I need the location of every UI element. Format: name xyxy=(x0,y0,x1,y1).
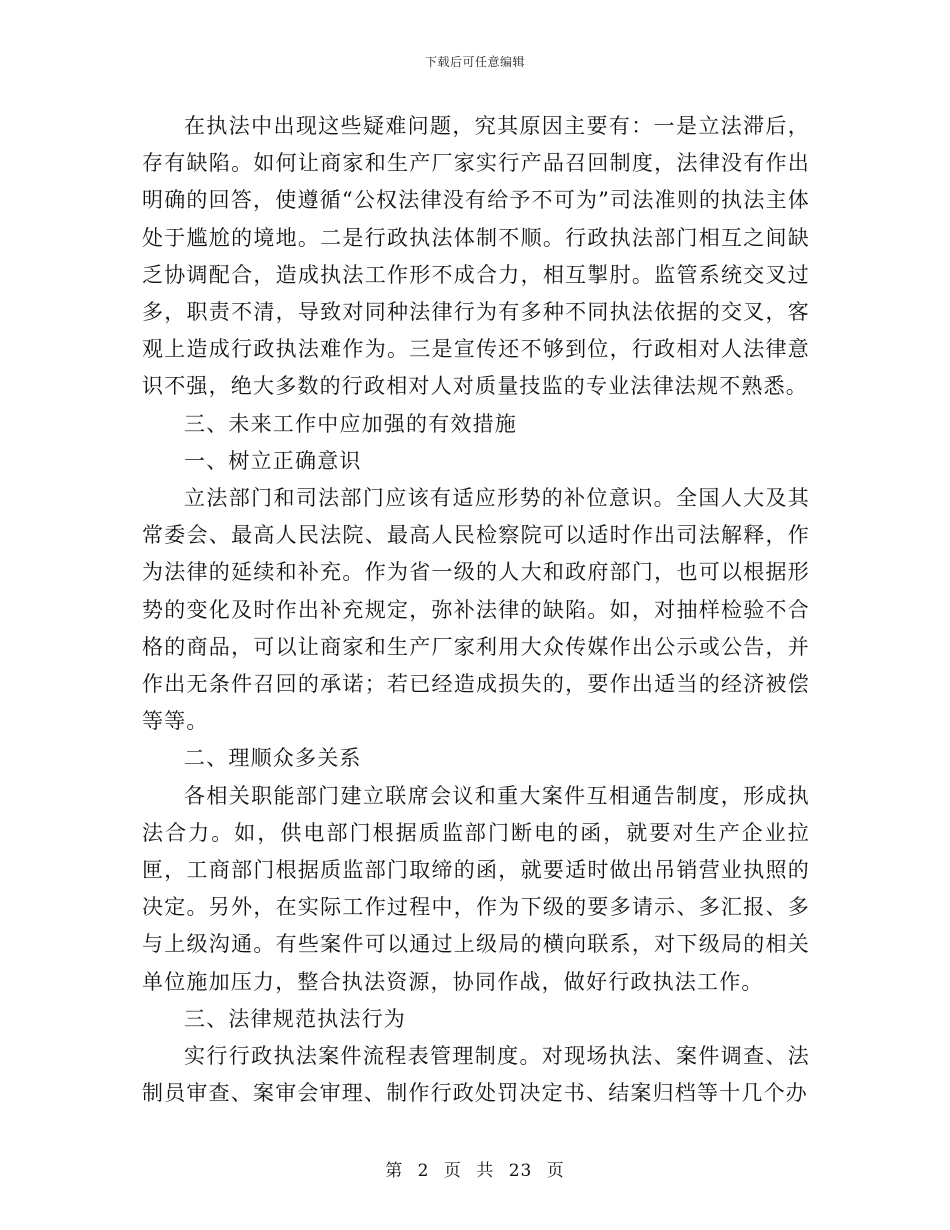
total-pages-number: 23 xyxy=(508,1161,533,1181)
page-header-note: 下载后可任意编辑 xyxy=(424,55,525,69)
section-heading-measures: 三、未来工作中应加强的有效措施 xyxy=(184,411,517,436)
page-footer xyxy=(0,1156,950,1181)
paragraph-relations: 各相关职能部门建立联席会议和重大案件互相通告制度，形成执法合力。如，供电部门根据质监部门断电的函，就要对生产企业拉匣，工商部门根据质监部门取缔的函，就要适时做出吊销营业执照的决定。另外，在实际工作过程中，作为下级的要多请示、多汇报、多与上级沟通。有些案件可以通过上级局的横向联系，对下级局的相关单位施加压力，整合执法资源，协同作战，做好行政执法工作。 xyxy=(142,783,810,994)
subheading-relations: 二、理顺众多关系 xyxy=(184,746,362,771)
subheading-awareness: 一、树立正确意识 xyxy=(184,448,362,473)
paragraph-awareness: 立法部门和司法部门应该有适应形势的补位意识。全国人大及其常委会、最高人民法院、最高人民检察院可以适时作出司法解释，作为法律的延续和补充。作为省一级的人大和政府部门，也可以根据形势的变化及时作出补充规定，弥补法律的缺陷。如，对抽样检验不合格的商品，可以让商家和生产厂家利用大众传媒作出公示或公告，并作出无条件召回的承诺；若已经造成损失的，要作出适当的经济被偿等等。 xyxy=(142,486,810,734)
paragraph-causes: 在执法中出现这些疑难问题，究其原因主要有：一是立法滞后，存有缺陷。如何让商家和生产厂家实行产品召回制度，法律没有作出明确的回答，使遵循“公权法律没有给予不可为”司法准则的执法主体处于尴尬的境地。二是行政执法体制不顺。行政执法部门相互之间缺乏协调配合，造成执法工作形不成合力，相互掣肘。监管系统交叉过多，职责不清，导致对同种法律行为有多种不同执法依据的交叉，客观上造成行政执法难作为。三是宣传还不够到位，行政相对人法律意识不强，绝大多数的行政相对人对质量技监的专业法律法规不熟悉。 xyxy=(142,114,810,399)
page-label-prefix: 第 xyxy=(385,1161,404,1181)
page-label-suffix: 页 xyxy=(546,1161,565,1181)
document-body xyxy=(142,108,810,1112)
total-label-prefix: 共 xyxy=(476,1161,495,1181)
paragraph-standardize: 实行行政执法案件流程表管理制度。对现场执法、案件调查、法制员审查、案审会审理、制作行政处罚决定书、结案归档等十几个办 xyxy=(142,1044,810,1106)
subheading-standardize: 三、法律规范执法行为 xyxy=(184,1006,406,1031)
page-label-mid: 页 xyxy=(443,1161,462,1181)
current-page-number: 2 xyxy=(417,1161,430,1181)
